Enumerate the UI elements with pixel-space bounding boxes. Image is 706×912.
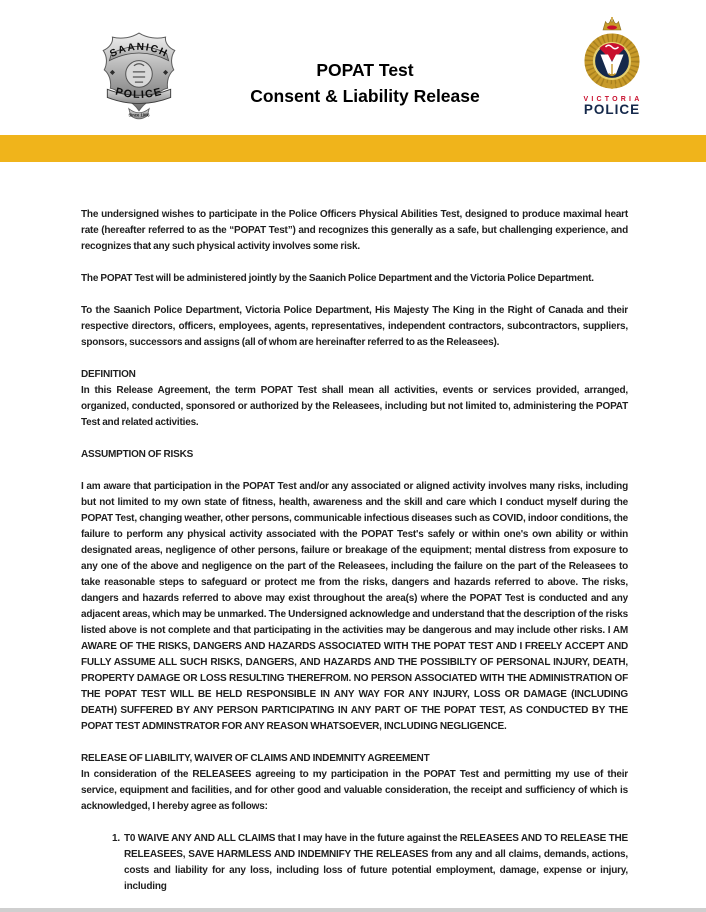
paragraph-releasees: To the Saanich Police Department, Victoria Police Department, His Majesty The King in the Right of Canada and their respective directors, officers, employees, agents, representatives, independent contractors, subcontractors, suppliers, sponsors, successors and assigns (all of whom are hereinafter referred to as the Releasees). <box>81 305 628 348</box>
page-title-line1: POPAT Test <box>316 60 414 80</box>
saanich-badge-sub-text: Since 1906 <box>128 112 150 118</box>
saanich-badge-arc-text: SAANICH <box>108 41 170 60</box>
list-item-1-text: T0 WAIVE ANY AND ALL CLAIMS that I may have in the future against the RELEASEES AND TO RELEASE THE RELEASEES, SAVE HARMLESS AND INDEMNIFY THE RELEASES from any and all claims, demands, actions, costs and liability for any loss, including loss of future potential employment, damage, expense or injury, including <box>124 833 628 892</box>
heading-release-of-liability: RELEASE OF LIABILITY, WAIVER OF CLAIMS AND INDEMNITY AGREEMENT <box>81 753 430 764</box>
victoria-crest-org-text: POLICE <box>583 102 641 117</box>
paragraph-assumption-of-risks: I am aware that participation in the POPAT Test and/or any associated or aligned activity involves many risks, including but not limited to my own state of fitness, health, awareness and the skill and care which I conduct myself during the POPAT Test, changing weather, other persons, communicable infectious diseases such as COVID, indoor conditions, the failure to perform any physical activity associated with the POPAT Test's safely or within one's own ability or within designated areas, negligence of other persons, failure or breakage of the equipment; mental distress from exposure to any one of the above and negligence on the part of the Releasees, including the failure on the part of the Releasees to take reasonable steps to safeguard or protect me from the risks, dangers and hazards referred to above. The risks, dangers and hazards referred to above may exist throughout the area(s) where the POPAT Test is conducted and any adjacent areas, which may be unmarked. The Undersigned acknowledge and understand that the description of the risks listed above is not complete and that participating in the activities may be dangerous and may include other risks. I AM AWARE OF THE RISKS, DANGERS AND HAZARDS ASSOCIATED WITH THE POPAT TEST AND I FREELY ACCEPT AND FULLY ASSUME ALL SUCH RISKS, DANGERS, AND HAZARDS AND THE POSSIBILTY OF PERSONAL INJURY, DEATH, PROPERTY DAMAGE OR LOSS RESULTING THEREFROM. NO PERSON ASSOCIATED WITH THE ADMINISTRATION OF THE POPAT TEST WILL BE HELD RESPONSIBLE IN ANY WAY FOR ANY INJURY, LOSS OR DAMAGE (INCLUDING DEATH) SUFFERED BY ANY PERSON PARTICIPATING IN ANY PART OF THE POPAT TEST, AS CONDUCTED BY THE POPAT TEST ADMINSTRATOR FOR ANY REASON WHATSOEVER, INCLUDING NEGLIGENCE. <box>81 481 628 732</box>
list-item-1 <box>81 831 628 895</box>
heading-assumption-of-risks: ASSUMPTION OF RISKS <box>81 449 194 460</box>
saanich-badge-banner-text: POLICE <box>114 85 164 102</box>
heading-definition: DEFINITION <box>81 369 136 380</box>
paragraph-administered: The POPAT Test will be administered jointly by the Saanich Police Department and the Victoria Police Department. <box>81 273 594 284</box>
paragraph-intro: The undersigned wishes to participate in the Police Officers Physical Abilities Test, designed to produce maximal heart rate (hereafter referred to as the “POPAT Test”) and recognizes this generally as a safe, but challenging experience, and recognizes that any such physical activity involves some risk. <box>81 209 628 252</box>
saanich-police-badge-icon <box>98 30 180 124</box>
paragraph-definition: In this Release Agreement, the term POPAT Test shall mean all activities, events or services provided, arranged, organized, conducted, sponsored or authorized by the Releasees, including but not limited to, administering the POPAT Test and related activities. <box>81 385 628 428</box>
paragraph-release-consideration: In consideration of the RELEASEES agreeing to my participation in the POPAT Test and permitting my use of their service, equipment and facilities, and for other good and valuable consideration, the receipt and sufficiency of which is acknowledged, I hereby agree as follows: <box>81 769 628 812</box>
accent-bar <box>0 135 706 162</box>
list-item-1-number: 1. <box>112 833 120 844</box>
page-title <box>170 57 560 109</box>
page-title-line2: Consent & Liability Release <box>250 86 480 106</box>
page-edge-strip <box>0 908 706 912</box>
document-body <box>81 207 628 911</box>
victoria-crest-city-text: VICTORIA <box>583 96 643 103</box>
victoria-police-crest-icon <box>572 16 652 118</box>
